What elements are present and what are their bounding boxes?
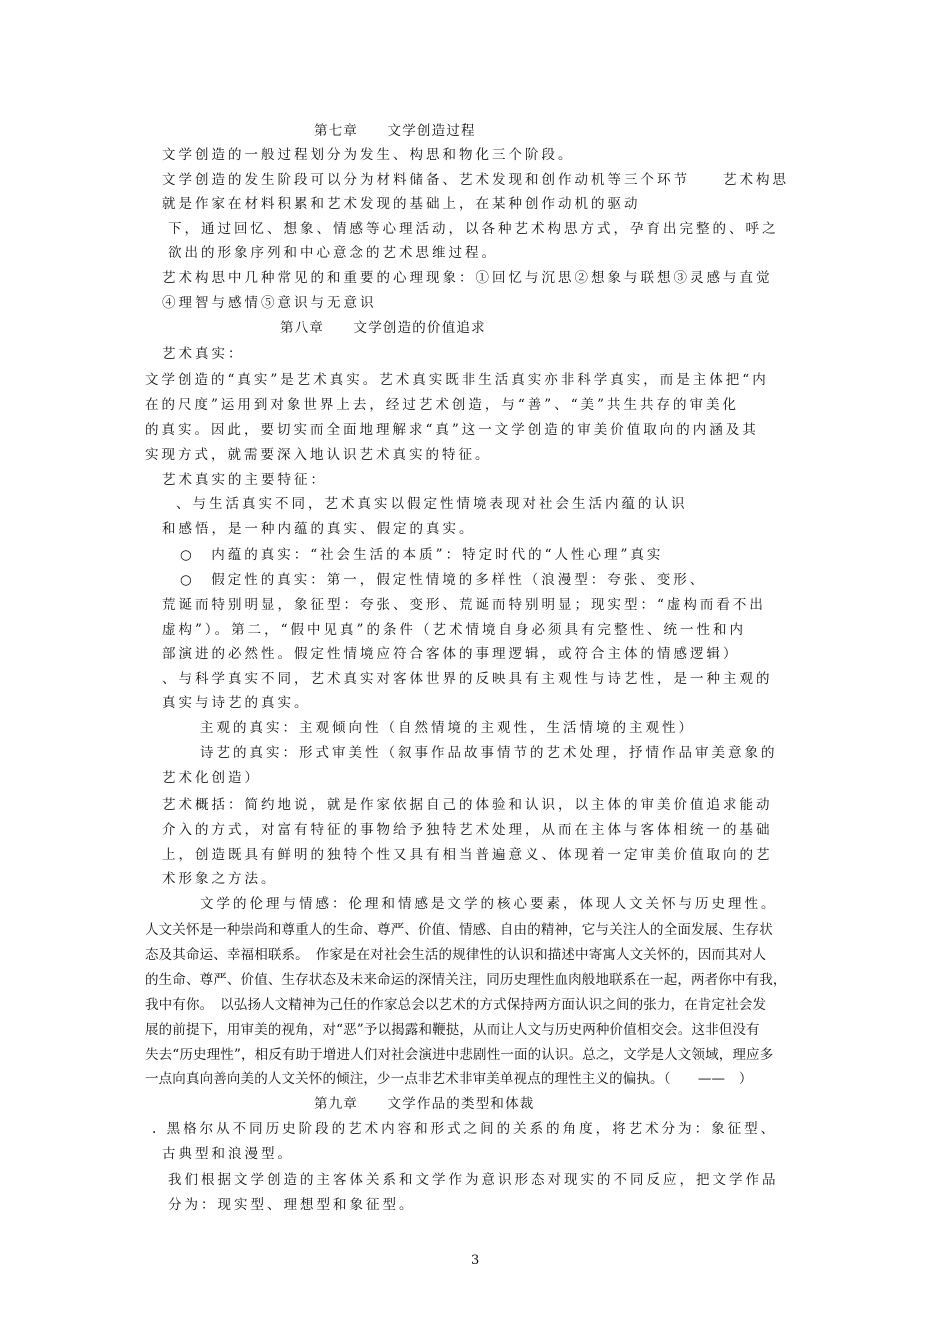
chapter-8-line: 荒诞而特别明显，象征型：夸张、变形、荒诞而特别明显；现实型：“虚构而看不出 <box>162 597 766 613</box>
chapter-8-line: 术形象之方法。 <box>162 871 278 887</box>
chapter-7-title: 第七章 文学创造过程 <box>314 123 476 139</box>
chapter-8-line: 艺术真实的主要特征： <box>162 472 327 488</box>
chapter-7-line: ④理智与感情⑤意识与无意识 <box>162 295 377 311</box>
chapter-7-line: 艺术构思中几种常见的和重要的心理现象：①回忆与沉思②想象与联想③灵感与直觉 <box>162 270 773 286</box>
chapter-8-line: 人文关怀是一种崇尚和尊重人的生命、尊严、价值、情感、自由的精神，它与关注人的全面发展、生存状 <box>145 922 773 938</box>
chapter-8-line: 展的前提下，用审美的视角，对“恶”予以揭露和鞭挞，从而让人文与历史两种价值相交会。这非但没有 <box>145 1022 760 1038</box>
chapter-8-line: 文学创造的“真实”是艺术真实。艺术真实既非生活真实亦非科学真实，而是主体把“内 <box>145 372 769 388</box>
chapter-9-line: 分为：现实型、理想型和象征型。 <box>168 1197 416 1213</box>
chapter-8-line: 介入的方式，对富有特征的事物给予独特艺术处理，从而在主体与客体相统一的基础 <box>162 822 773 838</box>
chapter-8-line: 上，创造既具有鲜明的独特个性又具有相当普遍意义、体现着一定审美价值取向的艺 <box>162 847 773 863</box>
chapter-8-line: 的真实。因此，要切实而全面地理解求“真”这一文学创造的审美价值取向的内涵及其 <box>145 422 759 438</box>
chapter-8-line: 艺术概括：简约地说，就是作家依据自己的体验和认识，以主体的审美价值追求能动 <box>162 797 773 813</box>
chapter-8-line: 在的尺度”运用到对象世界上去，经过艺术创造，与“善”、“美”共生共存的审美化 <box>145 397 740 413</box>
chapter-8-line: 实现方式，就需要深入地认识艺术真实的特征。 <box>145 447 492 463</box>
chapter-8-line: 一点向真向善向美的人文关怀的倾注，少一点非艺术非审美单视点的理性主义的偏执。（ —— ） <box>145 1071 753 1087</box>
chapter-7-line: 文学创造的发生阶段可以分为材料储备、艺术发现和创作动机等三个环节 艺术构思 <box>162 172 789 188</box>
chapter-8-line: 艺术真实： <box>162 346 245 362</box>
chapter-9-line: 我们根据文学创造的主客体关系和文学作为意识形态对现实的不同反应，把文学作品 <box>168 1172 779 1188</box>
chapter-8-line: 态及其命运、幸福相联系。 作家是在对社会生活的规律性的认识和描述中寄寓人文关怀的，因而其对人 <box>145 947 767 963</box>
chapter-9-line: . 黑格尔从不同历史阶段的艺术内容和形式之间的关系的角度，将艺术分为：象征型、 <box>152 1121 778 1137</box>
chapter-8-line: 、与科学真实不同，艺术真实对客体世界的反映具有主观性与诗艺性，是一种主观的 <box>162 671 773 687</box>
chapter-8-line: 艺术化创造） <box>162 770 261 786</box>
chapter-8-line: 和感悟，是一种内蕴的真实、假定的真实。 <box>162 521 476 537</box>
chapter-7-line: 下，通过回忆、想象、情感等心理活动，以各种艺术构思方式，孕育出完整的、呼之 <box>168 221 779 237</box>
chapter-9-title: 第九章 文学作品的类型和体裁 <box>314 1096 535 1112</box>
chapter-8-title: 第八章 文学创造的价值追求 <box>280 320 486 336</box>
chapter-8-line: ○ 假定性的真实：第一，假定性情境的多样性（浪漫型：夸张、变形、 <box>180 572 707 588</box>
chapter-7-line: 文学创造的一般过程划分为发生、构思和物化三个阶段。 <box>162 147 575 163</box>
chapter-8-line: 诗艺的真实：形式审美性（叙事作品故事情节的艺术处理，抒情作品审美意象的 <box>200 745 778 761</box>
chapter-8-line: 失去“历史理性”，相反有助于增进人们对社会演进中悲剧性一面的认识。总之，文学是人文领域，理应多 <box>145 1047 774 1063</box>
chapter-8-line: 我中有你。 以弘扬人文精神为己任的作家总会以艺术的方式保持两方面认识之间的张力，在肯定社会发 <box>145 997 767 1013</box>
chapter-7-line: 欲出的形象序列和中心意念的艺术思维过程。 <box>168 245 498 261</box>
chapter-8-line: 部演进的必然性。假定性情境应符合客体的事理逻辑，或符合主体的情感逻辑） <box>162 646 740 662</box>
chapter-7-line: 就是作家在材料积累和艺术发现的基础上，在某种创作动机的驱动 <box>162 196 641 212</box>
chapter-8-line: 主观的真实：主观倾向性（自然情境的主观性，生活情境的主观性） <box>200 720 695 736</box>
page-number: 3 <box>471 1253 480 1268</box>
chapter-8-line: 文学的伦理与情感：伦理和情感是文学的核心要素，体现人文关怀与历史理性。 <box>200 896 778 912</box>
chapter-8-line: 的生命、尊严、价值、生存状态及未来命运的深情关注，同历史理性血肉般地联系在一起，两者你中有我， <box>145 972 787 988</box>
chapter-8-line: ○ 内蕴的真实：“社会生活的本质”：特定时代的“人性心理”真实 <box>180 547 664 563</box>
chapter-8-line: 真实与诗艺的真实。 <box>162 695 311 711</box>
chapter-8-line: 、与生活真实不同，艺术真实以假定性情境表现对社会生活内蕴的认识 <box>176 496 688 512</box>
chapter-9-line: 古典型和浪漫型。 <box>162 1146 294 1162</box>
chapter-8-line: 虚构”）。第二，“假中见真”的条件（艺术情境自身必须具有完整性、统一性和内 <box>162 622 746 638</box>
